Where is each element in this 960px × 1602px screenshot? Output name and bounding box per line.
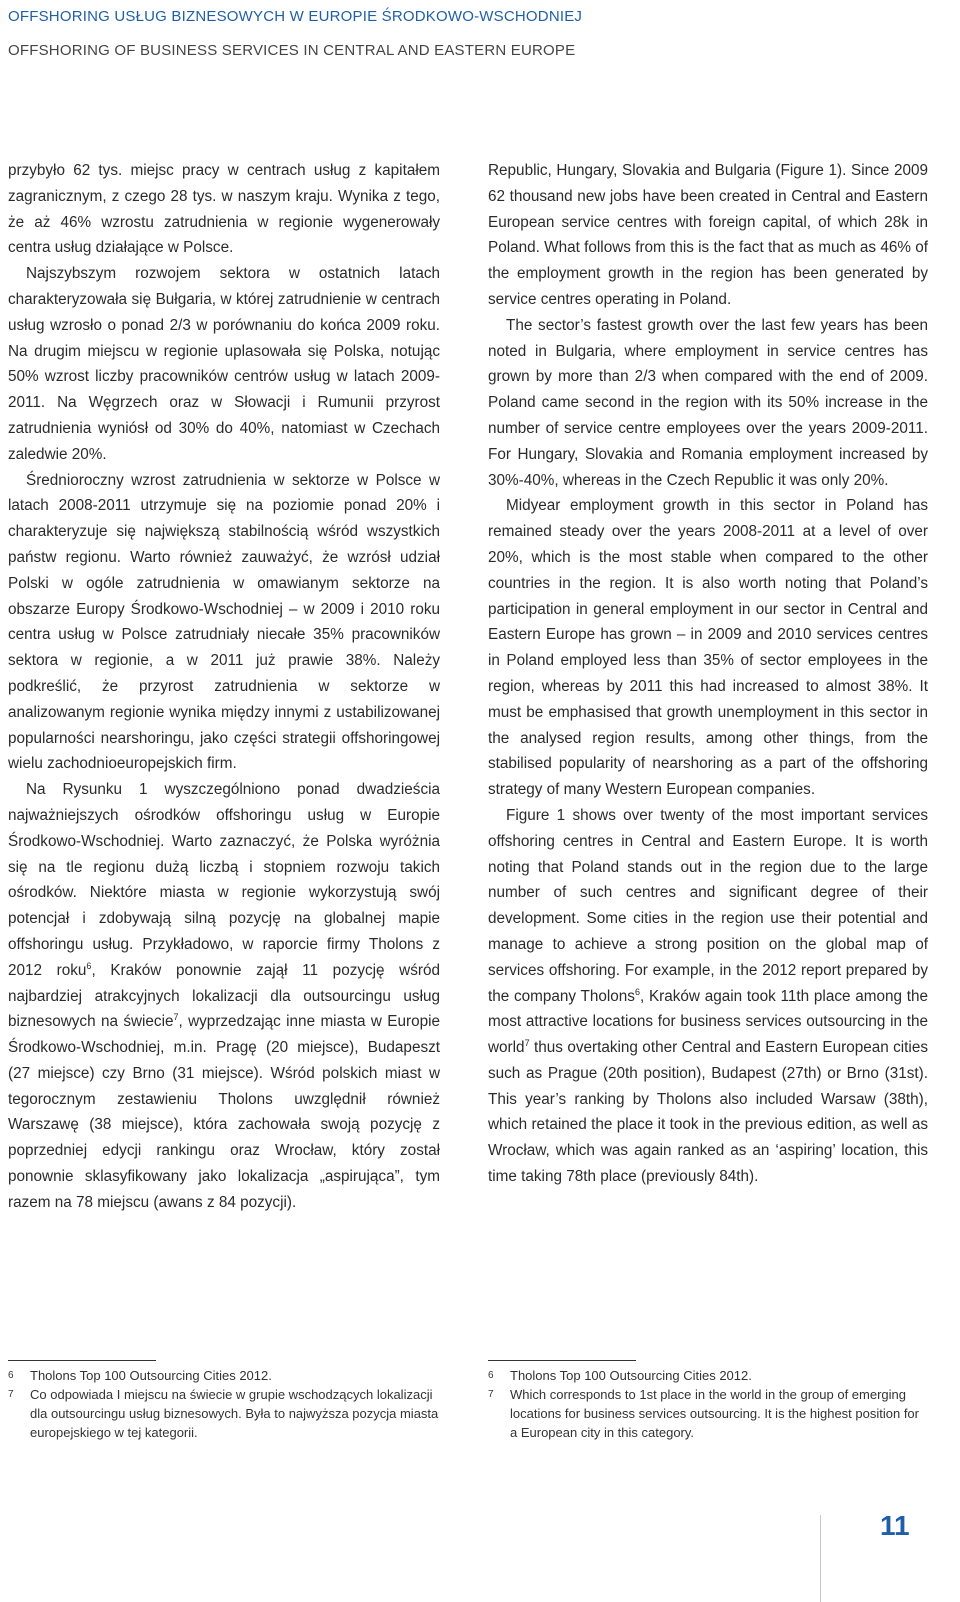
footnote-number: 7 [488,1389,494,1400]
paragraph: Midyear employment growth in this sector in Poland has remained steady over the years 2008-2011 at a level of over 20%, which is the most stable when compared to the other countries in the region. It is also worth noting that Poland’s participation in general employment in our sector in Central and Eastern Europe has grown – in 2009 and 2010 services centres in Poland employed less than 35% of sector employees in the region, whereas by 2011 this had increased to almost 38%. It must be emphasised that growth unemployment in this sector in the analysed region results, among other things, from the stabilised popularity of nearshoring as a part of the offshoring strategy of many Western European companies. [488,497,928,799]
footnote-divider [488,1360,636,1361]
footnote [488,1385,928,1442]
decorative-vertical-line [820,1515,821,1602]
footnote-text: Which corresponds to 1st place in the world in the group of emerging locations for business services outsourcing. It is the highest position for a European city in this category. [510,1387,919,1440]
paragraph [8,777,440,1216]
running-header [8,6,582,62]
text-run: Figure 1 shows over twenty of the most important services offshoring centres in Central and Eastern Europe. It is worth noting that Poland stands out in the region due to the large number of such centres and significant degree of their development. Some cities in the region use their potential and manage to achieve a strong position on the global map of services offshoring. For example, in the 2012 report prepared by the company Tholons [488,806,928,1005]
header-title-polish: OFFSHORING USŁUG BIZNESOWYCH W EUROPIE ŚRODKOWO-WSCHODNIEJ [8,8,583,25]
text-run: , wyprzedzając inne miasta w Europie Środkowo-Wschodniej, m.in. Pragę (20 miejsce), Budapeszt (27 miejsce) czy Brno (31 miejsce). Wśród polskich miast w tegorocznym zestawieniu Tholons uwzględnił również Warszawę (38 miejsce), która zachowała swoją pozycję z poprzedniej edycji rankingu oraz Wrocław, który został ponownie sklasyfikowany jako lokalizacja „aspirująca”, tym razem na 78 miejscu (awans z 84 pozycji). [8,1013,440,1211]
text-run: thus overtaking other Central and Eastern European cities such as Prague (20th position), Budapest (27th) or Brno (31st). This year’s ranking by Tholons also included Warsaw (38th), which retained the place it took in the previous edition, as well as Wrocław, which was again ranked as an ‘aspiring’ location, this time taking 78th place (previously 84th). [488,1039,928,1186]
footnote [8,1385,448,1442]
footnote-number: 6 [488,1370,494,1381]
footnote-number: 6 [8,1370,14,1381]
paragraph: Najszybszym rozwojem sektora w ostatnich latach charakteryzowała się Bułgaria, w której zatrudnienie w centrach usług wzrosło o ponad 2/3 w porównaniu do końca 2009 roku. Na drugim miejscu w regionie uplasowała się Polska, notując 50% wzrost liczby pracowników centrów usług w latach 2009-2011. Na Węgrzech oraz w Słowacji i Rumunii przyrost zatrudnienia wyniósł od 30% do 40%, natomiast w Czechach zaledwie 20%. [8,265,440,463]
text-run: , Kraków again took 11th place among the most attractive locations for business services outsourcing in the world [488,987,929,1057]
footnote-ref: 7 [173,1012,179,1023]
footnote-ref: 7 [524,1038,530,1048]
paragraph: przybyło 62 tys. miejsc pracy w centrach usług z kapitałem zagranicznym, z czego 28 tys. w naszym kraju. Wynika z tego, że aż 46% wzrostu zatrudnienia w regionie wygenerowały centra usług działające w Polsce. [8,162,440,257]
header-title-english: OFFSHORING OF BUSINESS SERVICES IN CENTRAL AND EASTERN EUROPE [8,42,576,59]
footnote-text: Tholons Top 100 Outsourcing Cities 2012. [510,1368,752,1383]
footnote-ref: 6 [86,960,92,971]
footnote [488,1366,928,1385]
left-column-polish [8,158,440,1216]
text-run: , Kraków ponownie zajął 11 pozycję wśród najbardziej atrakcyjnych lokalizacji dla outsourcingu usług biznesowych na świecie [8,961,440,1031]
page-number: 11 [880,1510,910,1541]
text-run: Na Rysunku 1 wyszczególniono ponad dwadzieścia najważniejszych ośrodków offshoringu usług w Europie Środkowo-Wschodniej. Warto zaznaczyć, że Polska wyróżnia się na tle regionu dużą liczbą i stopniem rozwoju takich ośrodków. Niektóre miasta w regionie wykorzystują swój potencjał i zdobywają silną pozycję na globalnej mapie offshoringu usług. Przykładowo, w raporcie firmy Tholons z 2012 roku [8,781,440,979]
paragraph [488,803,928,1190]
footnotes-english [488,1366,928,1442]
footnote-divider [8,1360,156,1361]
paragraph: Republic, Hungary, Slovakia and Bulgaria (Figure 1). Since 2009 62 thousand new jobs have been created in Central and Eastern European service centres with foreign capital, of which 28k in Poland. What follows from this is the fact that as much as 46% of the employment growth in the region has been generated by service centres operating in Poland. [488,162,928,308]
footnote [8,1366,448,1385]
footnote-text: Co odpowiada I miejscu na świecie w grupie wschodzących lokalizacji dla outsourcingu usług biznesowych. Była to najwyższa pozycja miasta europejskiego w tej kategorii. [30,1387,439,1440]
paragraph: The sector’s fastest growth over the last few years has been noted in Bulgaria, where employment in service centres has grown by more than 2/3 when compared with the end of 2009. Poland came second in the region with its 50% increase in the number of service centre employees over the years 2009-2011. For Hungary, Slovakia and Romania employment increased by 30%-40%, whereas in the Czech Republic it was only 20%. [488,316,928,489]
paragraph: Średnioroczny wzrost zatrudnienia w sektorze w Polsce w latach 2008-2011 utrzymuje się na poziomie ponad 20% i charakteryzuje się największą stabilnością wśród wszystkich państw regionu. Warto również zauważyć, że wzrósł udział Polski w ogóle zatrudnienia w omawianym sektorze na obszarze Europy Środkowo-Wschodniej – w 2009 i 2010 roku centra usług w Polsce zatrudniały niecałe 35% pracowników sektora w regionie, a w 2011 już prawie 38%. Należy podkreślić, że przyrost zatrudnienia w sektorze w analizowanym regionie wynika między innymi z ustabilizowanej popularności nearshoringu, jako części strategii offshoringowej wielu zachodnioeuropejskich firm. [8,471,440,773]
footnote-number: 7 [8,1389,14,1400]
footnote-text: Tholons Top 100 Outsourcing Cities 2012. [30,1368,272,1383]
footnote-ref: 6 [634,986,640,997]
footnotes-polish [8,1366,448,1442]
right-column-english [488,158,928,1190]
